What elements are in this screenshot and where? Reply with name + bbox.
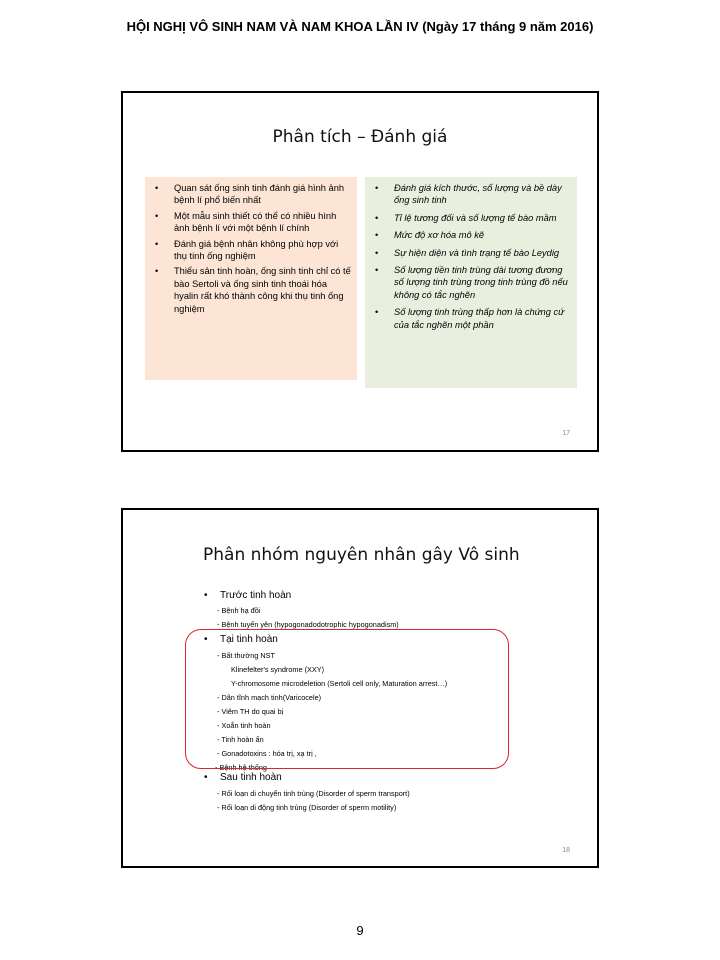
list-item-text: Đánh giá kích thước, số lượng và bề dày ống sinh tinh: [394, 183, 562, 206]
section-label: Trước tinh hoàn: [220, 590, 292, 601]
list-item: - Xoắn tinh hoàn: [217, 721, 271, 730]
list-item: - Bệnh hạ đồi: [217, 606, 261, 615]
slide-17: [121, 91, 599, 452]
bullet-icon: •: [204, 634, 208, 645]
highlight-ring: [185, 629, 509, 769]
bullet-icon: •: [155, 266, 159, 277]
list-item-text: Tỉ lệ tương đối và số lượng tế bào mầm: [394, 212, 557, 223]
slide-number: 18: [562, 847, 570, 854]
list-item-text: Thiểu sản tinh hoàn, ống sinh tinh chỉ có tế bào Sertoli và ống sinh tinh thoái hóa hyalin rất khó thành công khi thụ tinh ống nghiệm: [174, 266, 351, 314]
document-header: HỘI NGHỊ VÔ SINH NAM VÀ NAM KHOA LẦN IV (Ngày 17 tháng 9 năm 2016): [126, 19, 594, 34]
left-content-box: [145, 177, 357, 380]
list-item: - Bệnh hệ thống: [215, 763, 267, 772]
list-item: [373, 306, 571, 331]
slide-number: 17: [562, 430, 570, 437]
bullet-icon: •: [155, 210, 159, 221]
list-item: Y-chromosome microdeletion (Sertoli cell only, Maturation arrest…): [231, 679, 448, 688]
list-item: [153, 182, 351, 207]
bullet-icon: •: [375, 230, 379, 241]
bullet-icon: •: [204, 590, 208, 601]
list-item: [373, 264, 571, 301]
list-item: [373, 182, 571, 207]
list-item: [153, 210, 351, 235]
list-item: [373, 212, 571, 224]
list-item: [373, 247, 571, 259]
slide-title: Phân tích – Đánh giá: [272, 127, 448, 147]
list-item: [153, 238, 351, 263]
list-item: - Viêm TH do quai bị: [217, 707, 284, 716]
bullet-icon: •: [375, 247, 379, 258]
list-item: Klinefelter's syndrome (XXY): [231, 665, 325, 674]
page-number: 9: [356, 923, 364, 938]
list-item: - Tinh hoàn ẩn: [217, 735, 264, 744]
bullet-icon: •: [155, 183, 159, 193]
list-item: - Rối loạn di động tinh trùng (Disorder of sperm motility): [217, 803, 397, 812]
section-label: Sau tinh hoàn: [220, 772, 282, 783]
bullet-icon: •: [375, 307, 379, 318]
bullet-icon: •: [155, 238, 159, 249]
list-item: [153, 265, 351, 315]
list-item: [373, 229, 571, 241]
list-item: - Rối loạn di chuyển tinh trùng (Disorder of sperm transport): [217, 789, 410, 798]
list-item: - Gonadotoxins : hóa trị, xạ trị ,: [217, 749, 317, 758]
list-item-text: Mức độ xơ hóa mô kẽ: [394, 230, 485, 241]
bullet-icon: •: [375, 265, 379, 276]
right-content-box: [365, 177, 577, 388]
list-item: - Bệnh tuyến yên (hypogonadodotrophic hypogonadism): [217, 620, 399, 629]
section-label: Tại tinh hoàn: [220, 634, 278, 645]
section-heading-post: [204, 772, 282, 783]
list-item-text: Một mẫu sinh thiết có thể có nhiều hình ảnh bệnh lí với một bệnh lí chính: [174, 210, 337, 234]
section-heading-pre: [204, 590, 292, 601]
bullet-icon: •: [375, 212, 379, 223]
slide-18: [121, 508, 599, 868]
list-item-text: Số lượng tinh trùng thấp hơn là chứng cứ của tắc nghẽn một phần: [394, 307, 565, 330]
list-item-text: Quan sát ống sinh tinh đánh giá hình ảnh bệnh lí phổ biến nhất: [174, 183, 345, 206]
bullet-icon: •: [375, 183, 379, 193]
slide-title: Phân nhóm nguyên nhân gây Vô sinh: [203, 545, 520, 565]
list-item: - Dãn tĩnh mạch tinh(Varicocele): [217, 693, 322, 702]
list-item-text: Đánh giá bệnh nhân không phù hợp với thụ tinh ống nghiệm: [174, 238, 339, 262]
list-item: - Bất thường NST: [217, 651, 275, 660]
list-item-text: Sự hiện diện và tình trạng tế bào Leydig: [394, 247, 560, 258]
bullet-icon: •: [204, 772, 208, 783]
list-item-text: Số lượng tiền tinh trùng dài tương đương số lượng tinh trùng trong tinh trùng đồ nếu không có tắc nghẽn: [394, 265, 568, 300]
